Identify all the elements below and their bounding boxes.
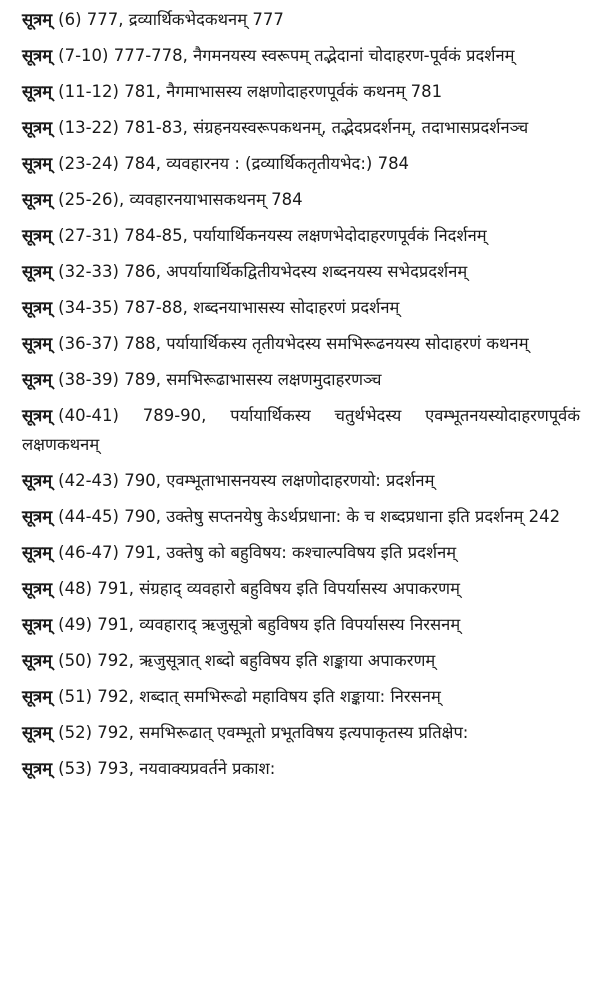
document-page	[22, 6, 580, 791]
sutra-entry	[22, 6, 580, 35]
sutra-text: (42-43) 790, एवम्भूताभासनयस्य लक्षणोदाहरणयो: प्रदर्शनम्	[58, 470, 435, 490]
sutra-text: (11-12) 781, नैगमाभासस्य लक्षणोदाहरणपूर्वकं कथनम् 781	[58, 82, 443, 101]
sutra-entry	[22, 258, 580, 287]
sutra-text: (34-35) 787-88, शब्दनयाभासस्य सोदाहरणं प्रदर्शनम्	[58, 298, 400, 317]
sutra-entry	[22, 683, 580, 712]
sutra-text: (27-31) 784-85, पर्यायार्थिकनयस्य लक्षणभेदोदाहरणपूर्वकं निदर्शनम्	[58, 226, 487, 245]
sutra-text: (40-41) 789-90, पर्यायार्थिकस्य चतुर्थभेदस्य एवम्भूतनयस्योदाहरणपूर्वकं लक्षणकथनम्	[22, 406, 580, 454]
sutra-entry	[22, 575, 580, 604]
sutra-text: (6) 777, द्रव्यार्थिकभेदकथनम् 777	[58, 10, 284, 29]
sutra-entry	[22, 719, 580, 748]
sutra-label: सूत्रम्	[22, 406, 53, 425]
sutra-entry	[22, 755, 580, 784]
sutra-label: सूत्रम्	[22, 578, 53, 598]
sutra-entry	[22, 114, 580, 143]
sutra-label: सूत्रम्	[22, 650, 53, 670]
sutra-entry	[22, 150, 580, 179]
sutra-text: (13-22) 781-83, संग्रहनयस्वरूपकथनम्, तद्भेदप्रदर्शनम्, तदाभासप्रदर्शनञ्च	[58, 118, 529, 137]
sutra-entry	[22, 539, 580, 568]
sutra-label: सूत्रम्	[22, 722, 53, 742]
sutra-entry	[22, 402, 580, 459]
sutra-label: सूत्रम्	[22, 542, 53, 562]
sutra-entry	[22, 186, 580, 215]
sutra-entry	[22, 78, 580, 107]
sutra-text: (38-39) 789, समभिरूढाभासस्य लक्षणमुदाहरणञ्च	[58, 370, 382, 389]
sutra-label: सूत्रम्	[22, 46, 53, 65]
sutra-label: सूत्रम्	[22, 506, 53, 526]
sutra-label: सूत्रम्	[22, 10, 53, 29]
sutra-label: सूत्रम्	[22, 82, 53, 101]
sutra-text: (48) 791, संग्रहाद् व्यवहारो बहुविषय इति विपर्यासस्य अपाकरणम्	[58, 578, 460, 598]
sutra-text: (46-47) 791, उक्तेषु को बहुविषय: कश्चाल्पविषय इति प्रदर्शनम्	[58, 542, 457, 562]
sutra-entry	[22, 467, 580, 496]
sutra-entry	[22, 611, 580, 640]
sutra-text: (44-45) 790, उक्तेषु सप्तनयेषु केऽर्थप्रधाना: के च शब्दप्रधाना इति प्रदर्शनम् 242	[58, 506, 561, 526]
sutra-text: (7-10) 777-778, नैगमनयस्य स्वरूपम् तद्भेदानां चोदाहरण-पूर्वकं प्रदर्शनम्	[58, 46, 515, 65]
sutra-entry	[22, 294, 580, 323]
sutra-label: सूत्रम्	[22, 614, 53, 634]
sutra-text: (23-24) 784, व्यवहारनय : (द्रव्यार्थिकतृतीयभेद:) 784	[58, 154, 410, 173]
sutra-text: (25-26), व्यवहारनयाभासकथनम् 784	[58, 190, 303, 209]
sutra-entry	[22, 503, 580, 532]
sutra-text: (36-37) 788, पर्यायार्थिकस्य तृतीयभेदस्य समभिरूढनयस्य सोदाहरणं कथनम्	[58, 334, 529, 353]
sutra-label: सूत्रम्	[22, 298, 53, 317]
sutra-label: सूत्रम्	[22, 334, 53, 353]
sutra-entry	[22, 222, 580, 251]
sutra-text: (32-33) 786, अपर्यायार्थिकद्वितीयभेदस्य शब्दनयस्य सभेदप्रदर्शनम्	[58, 262, 468, 281]
sutra-entry	[22, 366, 580, 395]
sutra-text: (50) 792, ऋजुसूत्रात् शब्दो बहुविषय इति शङ्काया अपाकरणम्	[58, 650, 436, 670]
sutra-label: सूत्रम्	[22, 686, 53, 706]
sutra-label: सूत्रम्	[22, 470, 53, 490]
sutra-label: सूत्रम्	[22, 190, 53, 209]
sutra-entry	[22, 647, 580, 676]
sutra-text: (51) 792, शब्दात् समभिरूढो महाविषय इति शङ्काया: निरसनम्	[58, 686, 441, 706]
sutra-label: सूत्रम्	[22, 226, 53, 245]
sutra-entry	[22, 42, 580, 71]
sutra-text: (53) 793, नयवाक्यप्रवर्तने प्रकाश:	[58, 758, 276, 778]
sutra-entry	[22, 330, 580, 359]
sutra-text: (52) 792, समभिरूढात् एवम्भूतो प्रभूतविषय इत्यपाकृतस्य प्रतिक्षेप:	[58, 722, 469, 742]
sutra-label: सूत्रम्	[22, 262, 53, 281]
sutra-label: सूत्रम्	[22, 758, 53, 778]
sutra-text: (49) 791, व्यवहाराद् ऋजुसूत्रो बहुविषय इति विपर्यासस्य निरसनम्	[58, 614, 461, 634]
sutra-label: सूत्रम्	[22, 118, 53, 137]
sutra-label: सूत्रम्	[22, 154, 53, 173]
sutra-label: सूत्रम्	[22, 370, 53, 389]
